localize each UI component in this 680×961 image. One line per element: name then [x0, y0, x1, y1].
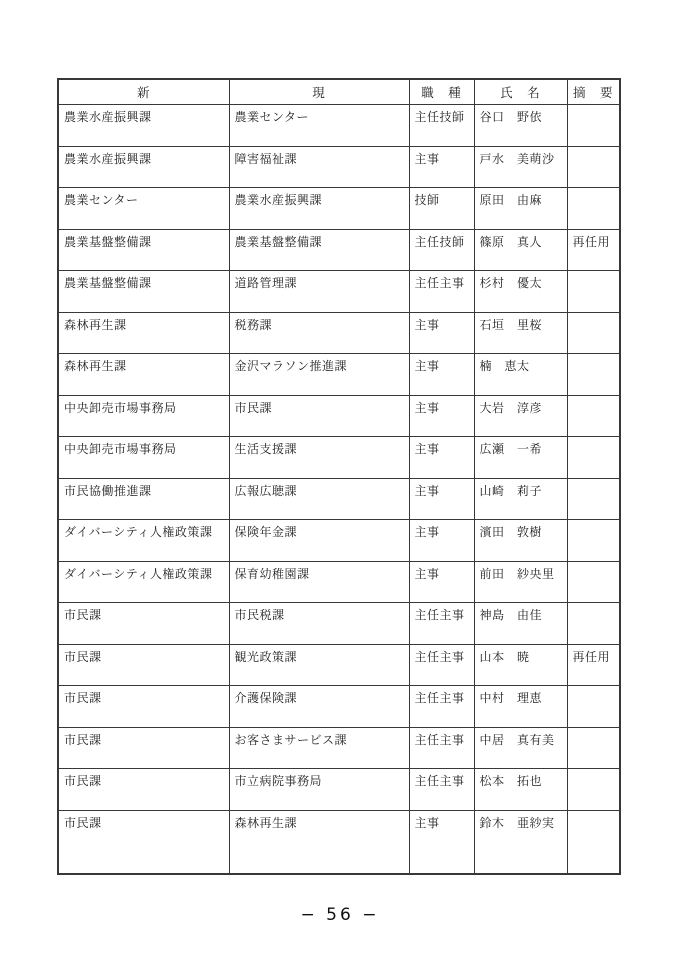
cell-job: 主任主事 [409, 769, 474, 811]
cell-note: 再任用 [567, 644, 620, 686]
cell-note [567, 312, 620, 354]
cell-name: 松本 拓也 [474, 769, 567, 811]
cell-name: 鈴木 亜紗実 [474, 810, 567, 874]
cell-name: 大岩 淳彦 [474, 395, 567, 437]
cell-job: 主任技師 [409, 105, 474, 147]
cell-job: 主任主事 [409, 644, 474, 686]
cell-new: ダイバーシティ人権政策課 [58, 520, 229, 562]
cell-job: 主任主事 [409, 727, 474, 769]
table-row [58, 105, 620, 147]
cell-name: 前田 紗央里 [474, 561, 567, 603]
cell-name: 濱田 敦樹 [474, 520, 567, 562]
column-header-note: 摘 要 [567, 79, 620, 105]
cell-current: 農業センター [229, 105, 409, 147]
table-row [58, 312, 620, 354]
cell-current: 市民課 [229, 395, 409, 437]
cell-note [567, 769, 620, 811]
cell-note [567, 105, 620, 147]
table-header-row [58, 79, 620, 105]
cell-current: 農業水産振興課 [229, 188, 409, 230]
cell-job: 主事 [409, 437, 474, 479]
cell-note [567, 561, 620, 603]
cell-job: 主事 [409, 810, 474, 874]
column-header-job: 職 種 [409, 79, 474, 105]
cell-current: 森林再生課 [229, 810, 409, 874]
cell-note [567, 188, 620, 230]
cell-note [567, 478, 620, 520]
cell-note: 再任用 [567, 229, 620, 271]
cell-name: 石垣 里桜 [474, 312, 567, 354]
table-row [58, 437, 620, 479]
cell-name: 神島 由佳 [474, 603, 567, 645]
cell-name: 原田 由麻 [474, 188, 567, 230]
table-row [58, 354, 620, 396]
cell-new: 農業水産振興課 [58, 105, 229, 147]
page-number: − 56 − [300, 905, 380, 925]
cell-note [567, 395, 620, 437]
cell-note [567, 520, 620, 562]
cell-new: 市民課 [58, 769, 229, 811]
cell-current: 広報広聴課 [229, 478, 409, 520]
cell-job: 主任主事 [409, 603, 474, 645]
cell-current: 農業基盤整備課 [229, 229, 409, 271]
cell-name: 谷口 野依 [474, 105, 567, 147]
cell-new: 市民協働推進課 [58, 478, 229, 520]
cell-new: 農業水産振興課 [58, 146, 229, 188]
cell-job: 主任主事 [409, 271, 474, 313]
cell-name: 篠原 真人 [474, 229, 567, 271]
cell-new: 農業基盤整備課 [58, 271, 229, 313]
cell-note [567, 354, 620, 396]
column-header-current: 現 [229, 79, 409, 105]
cell-job: 主事 [409, 478, 474, 520]
cell-name: 戸水 美萌沙 [474, 146, 567, 188]
cell-name: 楠 恵太 [474, 354, 567, 396]
cell-current: 道路管理課 [229, 271, 409, 313]
cell-current: 市立病院事務局 [229, 769, 409, 811]
cell-note [567, 727, 620, 769]
table-row [58, 229, 620, 271]
cell-current: 障害福祉課 [229, 146, 409, 188]
table-row [58, 727, 620, 769]
column-header-new: 新 [58, 79, 229, 105]
cell-current: 金沢マラソン推進課 [229, 354, 409, 396]
cell-job: 主事 [409, 312, 474, 354]
cell-job: 主任主事 [409, 686, 474, 728]
cell-new: 市民課 [58, 603, 229, 645]
cell-name: 山崎 莉子 [474, 478, 567, 520]
cell-new: 市民課 [58, 686, 229, 728]
column-header-name: 氏 名 [474, 79, 567, 105]
cell-note [567, 437, 620, 479]
cell-current: 保険年金課 [229, 520, 409, 562]
cell-note [567, 603, 620, 645]
table-row [58, 188, 620, 230]
cell-new: ダイバーシティ人権政策課 [58, 561, 229, 603]
table-row [58, 644, 620, 686]
cell-new: 市民課 [58, 644, 229, 686]
table-row [58, 271, 620, 313]
cell-current: 市民税課 [229, 603, 409, 645]
cell-name: 杉村 優太 [474, 271, 567, 313]
table-body [58, 105, 620, 874]
cell-job: 主事 [409, 146, 474, 188]
cell-job: 主任技師 [409, 229, 474, 271]
cell-new: 農業基盤整備課 [58, 229, 229, 271]
table-row [58, 478, 620, 520]
cell-new: 農業センター [58, 188, 229, 230]
cell-new: 市民課 [58, 810, 229, 874]
cell-note [567, 810, 620, 874]
cell-name: 山本 暁 [474, 644, 567, 686]
table-row [58, 769, 620, 811]
cell-job: 主事 [409, 354, 474, 396]
cell-name: 中居 真有美 [474, 727, 567, 769]
cell-note [567, 146, 620, 188]
cell-note [567, 686, 620, 728]
cell-current: 保育幼稚園課 [229, 561, 409, 603]
table-row [58, 561, 620, 603]
cell-current: 税務課 [229, 312, 409, 354]
cell-new: 市民課 [58, 727, 229, 769]
table-row [58, 686, 620, 728]
cell-new: 中央卸売市場事務局 [58, 437, 229, 479]
cell-current: 観光政策課 [229, 644, 409, 686]
cell-job: 主事 [409, 395, 474, 437]
table-row [58, 810, 620, 874]
cell-new: 森林再生課 [58, 312, 229, 354]
cell-new: 中央卸売市場事務局 [58, 395, 229, 437]
personnel-transfer-table [57, 78, 621, 875]
table-row [58, 146, 620, 188]
table-row [58, 603, 620, 645]
table-row [58, 520, 620, 562]
cell-name: 中村 理恵 [474, 686, 567, 728]
cell-note [567, 271, 620, 313]
cell-current: お客さまサービス課 [229, 727, 409, 769]
cell-job: 技師 [409, 188, 474, 230]
cell-job: 主事 [409, 520, 474, 562]
table-row [58, 395, 620, 437]
cell-current: 介護保険課 [229, 686, 409, 728]
cell-new: 森林再生課 [58, 354, 229, 396]
cell-name: 広瀬 一希 [474, 437, 567, 479]
cell-job: 主事 [409, 561, 474, 603]
cell-current: 生活支援課 [229, 437, 409, 479]
